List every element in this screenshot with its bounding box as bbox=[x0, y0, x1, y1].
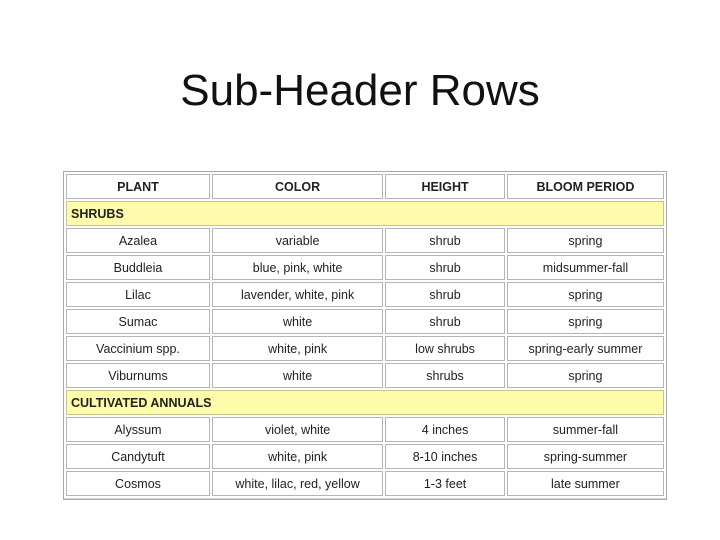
cell-plant: Buddleia bbox=[66, 255, 210, 280]
plant-table-container bbox=[63, 171, 667, 500]
cell-color: white, pink bbox=[212, 444, 383, 469]
cell-color: white, pink bbox=[212, 336, 383, 361]
table-row bbox=[66, 255, 664, 280]
cell-plant: Viburnums bbox=[66, 363, 210, 388]
table-row bbox=[66, 363, 664, 388]
table-row bbox=[66, 417, 664, 442]
cell-color: white bbox=[212, 309, 383, 334]
cell-bloom: spring bbox=[507, 363, 664, 388]
cell-bloom: spring bbox=[507, 228, 664, 253]
section-label: SHRUBS bbox=[66, 201, 664, 226]
cell-plant: Azalea bbox=[66, 228, 210, 253]
cell-plant: Candytuft bbox=[66, 444, 210, 469]
cell-height: low shrubs bbox=[385, 336, 505, 361]
slide-title: Sub-Header Rows bbox=[180, 66, 540, 115]
cell-bloom: spring bbox=[507, 282, 664, 307]
table-row bbox=[66, 471, 664, 496]
cell-bloom: summer-fall bbox=[507, 417, 664, 442]
cell-color: lavender, white, pink bbox=[212, 282, 383, 307]
table-row bbox=[66, 228, 664, 253]
cell-color: violet, white bbox=[212, 417, 383, 442]
cell-bloom: spring-summer bbox=[507, 444, 664, 469]
cell-bloom: midsummer-fall bbox=[507, 255, 664, 280]
cell-height: 4 inches bbox=[385, 417, 505, 442]
cell-height: shrub bbox=[385, 282, 505, 307]
header-color: COLOR bbox=[212, 174, 383, 199]
cell-color: blue, pink, white bbox=[212, 255, 383, 280]
cell-plant: Vaccinium spp. bbox=[66, 336, 210, 361]
table-row bbox=[66, 309, 664, 334]
cell-bloom: spring-early summer bbox=[507, 336, 664, 361]
cell-height: shrub bbox=[385, 309, 505, 334]
header-bloom-period: BLOOM PERIOD bbox=[507, 174, 664, 199]
cell-color: variable bbox=[212, 228, 383, 253]
table-row bbox=[66, 336, 664, 361]
table-row bbox=[66, 282, 664, 307]
section-label: CULTIVATED ANNUALS bbox=[66, 390, 664, 415]
cell-height: shrubs bbox=[385, 363, 505, 388]
cell-plant: Cosmos bbox=[66, 471, 210, 496]
section-row-cultivated-annuals bbox=[66, 390, 664, 415]
plant-table bbox=[64, 172, 666, 498]
cell-bloom: spring bbox=[507, 309, 664, 334]
table-row bbox=[66, 444, 664, 469]
section-row-shrubs bbox=[66, 201, 664, 226]
cell-height: shrub bbox=[385, 228, 505, 253]
cell-color: white, lilac, red, yellow bbox=[212, 471, 383, 496]
cell-plant: Alyssum bbox=[66, 417, 210, 442]
header-plant: PLANT bbox=[66, 174, 210, 199]
cell-plant: Sumac bbox=[66, 309, 210, 334]
cell-height: 8-10 inches bbox=[385, 444, 505, 469]
cell-height: shrub bbox=[385, 255, 505, 280]
cell-height: 1-3 feet bbox=[385, 471, 505, 496]
cell-plant: Lilac bbox=[66, 282, 210, 307]
header-height: HEIGHT bbox=[385, 174, 505, 199]
cell-bloom: late summer bbox=[507, 471, 664, 496]
cell-color: white bbox=[212, 363, 383, 388]
header-row bbox=[66, 174, 664, 199]
